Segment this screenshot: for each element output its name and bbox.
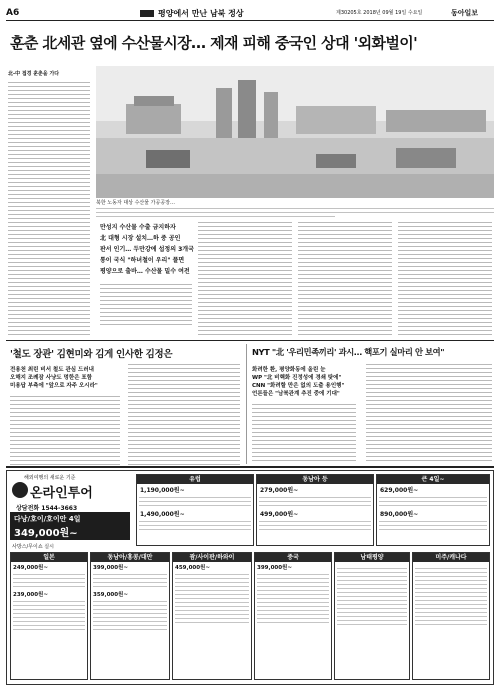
ad-price: 279,000원~	[260, 487, 299, 494]
ad-price: 399,000원~	[93, 565, 128, 571]
ad-price: 249,000원~	[13, 565, 48, 571]
pull-quote	[100, 222, 192, 277]
ad-price: 629,000원~	[380, 487, 419, 494]
subhead-line: WP "北 비핵화 진정성에 경쇄 탓에"	[252, 375, 342, 381]
main-kicker: 北-中 접경 훈춘을 가다	[8, 71, 60, 77]
subhead-line: CNN "화려할 만은 없의 도출 용인행"	[252, 383, 345, 389]
story-two-subhead	[10, 366, 130, 390]
ad-price: 1,490,000원~	[140, 511, 185, 518]
ad-box-southeast	[256, 474, 374, 546]
main-body-col2	[100, 284, 192, 328]
ad-promo-price: 349,000원~	[14, 528, 78, 539]
ad-brand-name: 온라인투어	[30, 486, 93, 501]
main-body-col5	[398, 222, 492, 338]
main-body-col1	[8, 82, 90, 338]
ad-box-special	[376, 474, 490, 546]
ad-box-europe	[136, 474, 254, 546]
main-body-col3	[198, 222, 292, 338]
column-divider	[246, 344, 247, 464]
pull-quote-line: 北 대형 시장 설치…하 중 공인	[100, 235, 181, 242]
ad-box-title: 동남아/홍콩/대만	[91, 553, 169, 562]
ad-box-title: 유럽	[137, 475, 253, 484]
ad-box-title: 중국	[255, 553, 331, 562]
ad-box-america	[412, 552, 490, 680]
ad-box-japan	[10, 552, 88, 680]
ad-phone: 상담전화 1544-3663	[16, 505, 78, 512]
subhead-line: 오해지 조례잠 사냥도 멍한은 포함	[10, 375, 93, 381]
page-number: A6	[6, 8, 20, 18]
ad-price: 239,000원~	[13, 592, 48, 598]
ad-box-guam	[172, 552, 252, 680]
ad-box-title: 큰 4일~	[377, 475, 489, 484]
ad-divider	[6, 466, 494, 468]
ad-price: 1,190,000원~	[140, 487, 185, 494]
header-rule	[6, 20, 494, 21]
pull-quote-line: 판서 인기… 두만강에 섭정의 3개국	[100, 246, 194, 253]
ad-price: 399,000원~	[257, 565, 292, 571]
story-three-headline: NYT "北 '우리민족끼리' 과시… 핵포기 실마리 안 보여"	[252, 347, 445, 357]
story-two-col1	[10, 396, 120, 468]
section-divider	[6, 340, 494, 341]
story-three-col1	[252, 404, 356, 464]
ad-logo-icon	[12, 482, 28, 498]
ad-box-title: 동남아 등	[257, 475, 373, 484]
ad-promo	[10, 512, 130, 540]
ad-price: 459,000원~	[175, 565, 210, 571]
main-headline: 훈춘 北세관 옆에 수산물시장… 제재 피해 중국인 상대 '외화벌이'	[10, 34, 418, 52]
main-photo	[96, 66, 494, 198]
pull-quote-line: 만성지 수산물 수출 금지하자	[100, 224, 176, 231]
story-two-headline: '철도 장관' 김현미와 김게 인사한 김정은	[10, 349, 173, 360]
ad-brand-tag: 해외여행의 새로운 기준	[24, 475, 76, 481]
ad-box-title: 괌/사이판/하와이	[173, 553, 251, 562]
ad-price: 359,000원~	[93, 592, 128, 598]
ad-price: 890,000원~	[380, 511, 419, 518]
pull-quote-line: 평양으로 출바… 수산물 밀수 여전	[100, 268, 190, 275]
story-two-col2	[128, 364, 240, 468]
photo-caption: 북한 노동자 대상 수산물 가공공장…	[96, 200, 494, 217]
ad-box-asia	[90, 552, 170, 680]
subhead-line: 미용답 부측에 "앞으로 자주 오시라"	[10, 383, 98, 389]
section-logo-icon	[140, 10, 154, 17]
subhead-line: 화려한 환, 평양화동에 올린 눈	[252, 367, 326, 373]
main-body-col4	[298, 222, 392, 338]
ad-price: 499,000원~	[260, 511, 299, 518]
ad-promo-tagline: 사방스/무이쇼 실시	[12, 544, 54, 550]
subhead-line: 언론들은 "남북관계 추진 중에 기대"	[252, 391, 340, 397]
ad-box-china	[254, 552, 332, 680]
paper-name: 동아일보	[451, 9, 479, 17]
ad-box-pacific	[334, 552, 410, 680]
subhead-line: 전용천 최린 비서 철도 관심 드러내	[10, 367, 94, 373]
story-three-col2	[366, 364, 492, 464]
ad-box-title: 일본	[11, 553, 87, 562]
section-title: 평양에서 만난 남북 정상	[158, 9, 244, 18]
pull-quote-line: 통이 국식 "하녀철이 우리" 풀면	[100, 257, 185, 264]
ad-box-title: 남태평양	[335, 553, 409, 562]
story-three-subhead	[252, 366, 360, 398]
issue-info: 제30205호 2018년 09월 19일 수요일	[336, 10, 423, 16]
ad-promo-title: 다낭/호이/호이안 4일	[14, 515, 81, 523]
ad-box-title: 미주/캐나다	[413, 553, 489, 562]
